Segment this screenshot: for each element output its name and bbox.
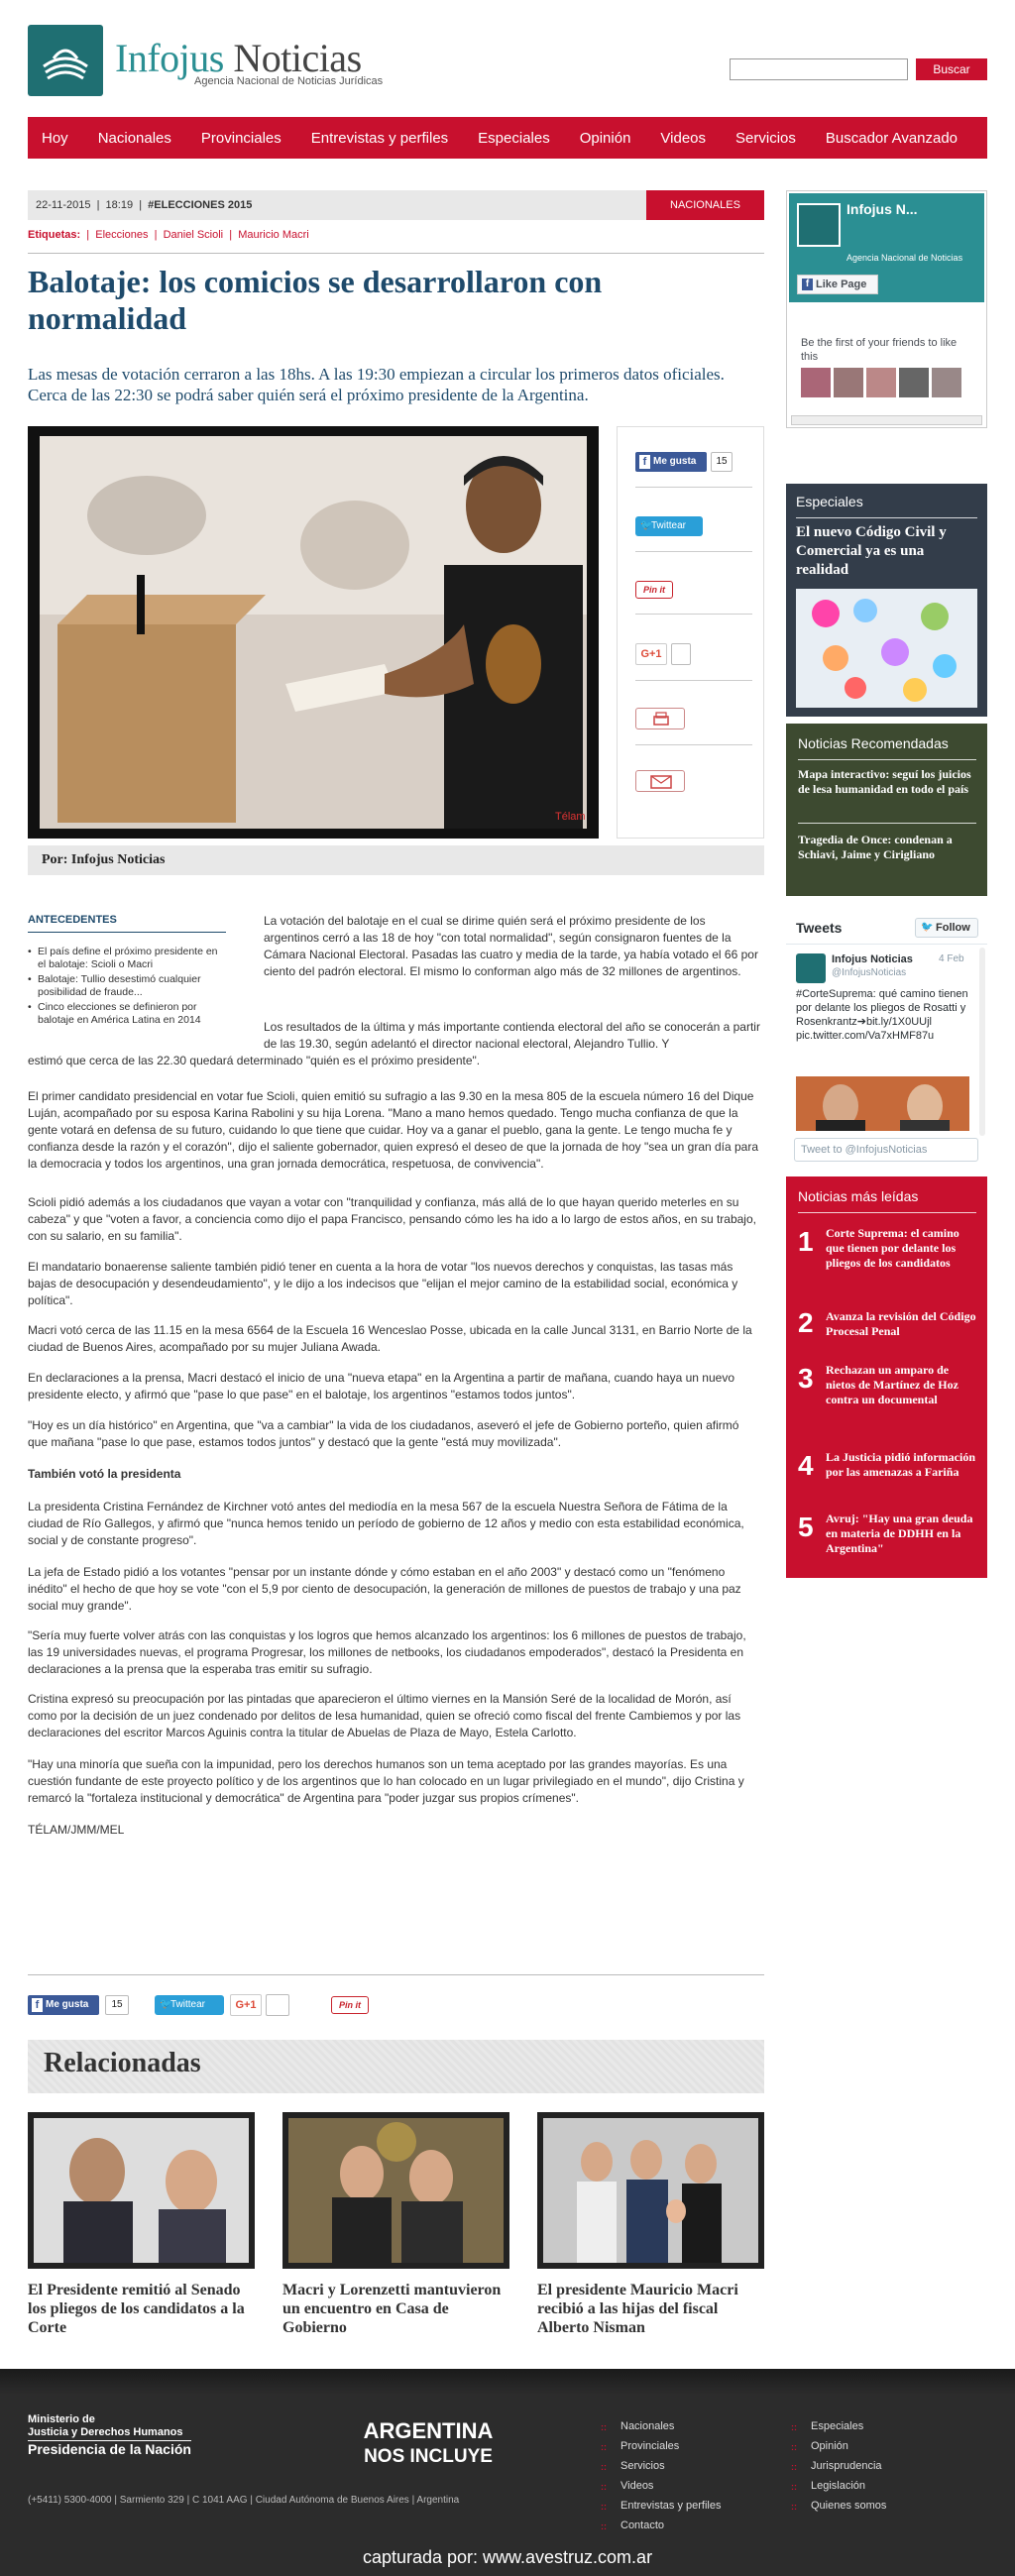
recomendadas-heading: Noticias Recomendadas xyxy=(798,735,949,751)
footer-link[interactable]: Nacionales xyxy=(620,2420,675,2432)
footer-link[interactable]: Servicios xyxy=(620,2460,665,2472)
rank-number: 1 xyxy=(798,1226,814,1257)
google-plus-count xyxy=(266,1994,289,2016)
mas-leidas-heading: Noticias más leídas xyxy=(798,1188,919,1204)
tags-row: Etiquetas: | Elecciones | Daniel Scioli | Mauricio Macri xyxy=(28,229,309,241)
divider xyxy=(28,253,764,254)
footer-link[interactable]: Contacto xyxy=(620,2520,665,2531)
argentina-nos-incluye-logo xyxy=(361,2418,496,2470)
footer-link[interactable]: Quienes somos xyxy=(811,2500,887,2512)
related-thumb[interactable] xyxy=(537,2112,764,2269)
related-thumb[interactable] xyxy=(282,2112,509,2269)
facebook-like-count: 15 xyxy=(711,452,733,472)
facebook-icon: f xyxy=(802,279,813,290)
book-icon xyxy=(40,37,91,84)
bullet-icon: :: xyxy=(601,2422,607,2432)
logo-line: NOS INCLUYE xyxy=(364,2446,493,2467)
especiales-title[interactable]: El nuevo Código Civil y Comercial ya es una realidad xyxy=(796,524,947,578)
related-thumb[interactable] xyxy=(28,2112,255,2269)
search-input[interactable] xyxy=(730,58,908,80)
facebook-friends-text: Be the first of your friends to like this xyxy=(801,337,958,363)
list-item[interactable]: • Balotaje: Tullio desestimó cualquier posibilidad de fraude... xyxy=(28,973,226,999)
avatar xyxy=(932,368,961,397)
tweet-button[interactable] xyxy=(155,1995,224,2015)
google-plus-count xyxy=(671,643,691,665)
rank-number: 4 xyxy=(798,1450,814,1481)
bullet-icon: :: xyxy=(601,2442,607,2452)
nav-item-videos[interactable]: Videos xyxy=(660,129,707,147)
brand-name[interactable] xyxy=(115,35,362,81)
avatar xyxy=(899,368,929,397)
facebook-cover xyxy=(789,193,984,302)
body-subheading: También votó la presidenta xyxy=(28,1467,181,1481)
most-read-link[interactable]: Corte Suprema: el camino que tienen por delante los pliegos de los candidatos xyxy=(826,1226,959,1270)
facebook-friend-faces xyxy=(801,368,961,397)
body-paragraph: "Hoy es un día histórico" en Argentina, que "va a cambiar" la vida de los ciudadanos, aseveró el jefe de Gobierno porteño, quien afirmó que mañana "pase lo que pase, estamos todos juntos" y destacó que la gente "está muy movilizada". xyxy=(28,1418,739,1449)
tweet-label: Twittear xyxy=(651,520,687,531)
footer-shadow xyxy=(0,2369,1015,2395)
body-paragraph: La jefa de Estado pidió a los votantes "pensar por un instante dónde y cómo estaban en el año 2003" y destacó como un "fenómeno inédito" el hecho de que hoy se vote "con el 5,9 por ciento de desocupación, la generación de millones de puestos de trabajo y una paz social muy grande". xyxy=(28,1565,741,1613)
nav-item-nacionales[interactable]: Nacionales xyxy=(97,129,171,147)
divider xyxy=(635,487,752,488)
footer-link[interactable]: Especiales xyxy=(811,2420,864,2432)
recommended-link[interactable]: Tragedia de Once: condenan a Schiavi, Jaime y Cirigliano xyxy=(798,833,953,861)
facebook-page-widget xyxy=(786,190,987,428)
bullet-icon: :: xyxy=(791,2442,797,2452)
facebook-like-label: Me gusta xyxy=(46,1999,89,2010)
body-paragraph: "Hay una minoría que sueña con la impunidad, pero los derechos humanos son un tema aceptado por las grandes mayorías. Es una cuestión fundante de este proyecto político y de los argentinos que lo han colocado en un lugar privilegiado en el mundo", dijo Cristina y remarcó la "fortaleza institucional y democrática" de Argentina para "poder juzgar sus propios crímenes". xyxy=(28,1757,744,1805)
ministry-logo[interactable] xyxy=(28,2413,191,2456)
divider xyxy=(635,744,752,745)
especiales-image[interactable] xyxy=(796,589,977,708)
avatar xyxy=(834,368,863,397)
pinterest-button[interactable]: Pin it xyxy=(331,1996,369,2014)
ministry-line: Justicia y Derechos Humanos xyxy=(28,2426,183,2438)
body-paragraph: Macri votó cerca de las 11.15 en la mesa 6564 de la Escuela 16 Wenceslao Posse, ubicada en la calle Juncal 3131, en Barrio Norte de la ciudad de Buenos Aires, acompañado por su mujer Juliana Awada. xyxy=(28,1323,752,1354)
bullet-icon: :: xyxy=(791,2422,797,2432)
recomendadas-box xyxy=(786,724,987,896)
section-badge[interactable]: NACIONALES xyxy=(646,190,764,220)
divider xyxy=(635,614,752,615)
brand-noticias: Noticias xyxy=(233,36,362,80)
envelope-icon xyxy=(636,771,686,793)
tweets-heading: Tweets xyxy=(796,920,843,936)
facebook-like-count: 15 xyxy=(105,1995,129,2015)
pinterest-button[interactable]: Pin it xyxy=(635,581,673,599)
follow-label: Follow xyxy=(936,922,970,934)
divider xyxy=(28,932,226,933)
main-nav xyxy=(28,117,987,159)
tag-link[interactable]: Mauricio Macri xyxy=(238,229,309,241)
twitter-icon: 🐦 xyxy=(640,520,653,531)
nav-item-hoy[interactable]: Hoy xyxy=(42,129,68,147)
follow-button[interactable] xyxy=(915,918,978,938)
search-button[interactable]: Buscar xyxy=(916,58,987,80)
like-page-label: Like Page xyxy=(816,279,867,290)
body-paragraph: La presidenta Cristina Fernández de Kirchner votó antes del mediodía en la mesa 567 de la escuela Nuestra Señora de Fátima de la ciudad de Río Gallegos, y afirmó que "nunca hemos tenido un período de gobierno de 12 años y medio con esta estabilidad económica, social y de constante progreso". xyxy=(28,1500,744,1547)
ministry-line: Presidencia de la Nación xyxy=(28,2441,191,2457)
email-button[interactable] xyxy=(635,770,685,792)
ministry-line: Ministerio de xyxy=(28,2413,95,2425)
body-paragraph: Scioli pidió además a los ciudadanos que vayan a votar con "tranquilidad y confianza, más allá de lo que hayan querido meterles en su cabeza" y que "voten a favor, a conciencia como dijo el papa Francisco, pensando cómo les ha ido a lo largo de estos años, en su trabajo, con su salario, en su familia". xyxy=(28,1195,756,1243)
body-paragraph: Los resultados de la última y más importante contienda electoral del año se conocerán a partir de las 19.30, según adelantó el director nacional electoral, Alejandro Tullio. Y xyxy=(264,1020,760,1051)
facebook-page-name[interactable]: Infojus N... xyxy=(846,201,918,217)
related-title: Relacionadas xyxy=(44,2048,201,2078)
tweet-author-name[interactable]: Infojus Noticias xyxy=(832,953,913,965)
article-hashtag[interactable]: #ELECCIONES 2015 xyxy=(148,199,253,211)
bullet-icon: :: xyxy=(601,2462,607,2472)
facebook-like-button[interactable] xyxy=(28,1995,99,2015)
most-read-link[interactable]: La Justicia pidió información por las amenazas a Fariña xyxy=(826,1450,976,1479)
facebook-icon: f xyxy=(32,1998,43,2012)
body-paragraph: La votación del balotaje en el cual se dirime quién será el próximo presidente de los argentinos cerró a las 18 de hoy "con total normalidad", según consignaron fuentes de la Cámara Nacional Electoral. Pasadas las cuatro y media de la tarde, ya había votado el 66 por ciento del padrón electoral. El mismo lo conforman algo más de 32 millones de argentinos. xyxy=(264,914,758,978)
list-item[interactable]: • El país define el próximo presidente en el balotaje: Scioli o Macri xyxy=(28,946,226,971)
capture-watermark: capturada por: www.avestruz.com.ar xyxy=(362,2547,653,2567)
article-photo xyxy=(28,426,599,839)
bullet-icon: :: xyxy=(601,2502,607,2512)
article-meta: 22-11-2015 | 18:19 | #ELECCIONES 2015 xyxy=(28,190,764,220)
body-paragraph: estimó que cerca de las 22.30 quedará determinado "quién es el próximo presidente". xyxy=(28,1054,481,1067)
rank-number: 5 xyxy=(798,1512,814,1542)
byline: Por: Infojus Noticias xyxy=(28,845,764,875)
most-read-link[interactable]: Avruj: "Hay una gran deuda en materia de DDHH en la Argentina" xyxy=(826,1512,973,1555)
signoff: TÉLAM/JMM/MEL xyxy=(28,1823,125,1837)
tweet-compose-input[interactable]: Tweet to @InfojusNoticias xyxy=(794,1138,978,1162)
facebook-cover-sub: Agencia Nacional de Noticias xyxy=(846,253,963,263)
most-read-link[interactable]: Rechazan un amparo de nietos de Martínez de Hoz contra un documental xyxy=(826,1363,959,1406)
tweet-label: Twittear xyxy=(170,1999,206,2010)
vertical-scrollbar[interactable] xyxy=(979,948,985,1136)
body-paragraph: El primer candidato presidencial en votar fue Scioli, quien emitió su sufragio a las 9.30 en la mesa 805 de la escuela número 16 del Dique Luján, acompañado por su esposa Karina Rabolini y su hija Lorena. "Mano a mano hemos quedado. Tengo mucha confianza de que la gente votará en defensa de su futuro, cuidando lo que tiene que cuidar. Hoy va a ganar el pueblo, gana la gente. Le tengo mucha fe y confianza desde la razón y el corazón", dijo el saliente gobernador, quien expresó el deseo de que la jornada de hoy "sea un gran día para la democracia y todos los argentinos, una gran jornada democrática, respetuosa, de convivencia". xyxy=(28,1089,759,1171)
footer-link[interactable]: Legislación xyxy=(811,2480,866,2492)
list-item[interactable]: • Cinco elecciones se definieron por balotaje en América Latina en 2014 xyxy=(28,1001,226,1027)
article-date: 22-11-2015 xyxy=(36,199,91,211)
body-paragraph: "Sería muy fuerte volver atrás con las conquistas y los logros que hemos alcanzado los argentinos: los 6 millones de puestos de trabajo, las 19 universidades nuevas, el programa Progresar, los millones de netbooks, los ciudadanos empoderados", destacó la Presidenta en declaraciones a la prensa que la esperaba tras emitir su sufragio. xyxy=(28,1628,746,1676)
tweet-button[interactable] xyxy=(635,516,703,536)
divider xyxy=(28,1974,764,1975)
tag-link[interactable]: Elecciones xyxy=(95,229,149,241)
recommended-link[interactable]: Mapa interactivo: seguí los juicios de lesa humanidad en todo el país xyxy=(798,767,971,796)
tweet-image[interactable] xyxy=(796,1076,969,1131)
divider xyxy=(798,759,976,760)
footer xyxy=(0,2369,1015,2576)
twitter-icon: 🐦 xyxy=(160,1999,172,2010)
divider xyxy=(786,944,987,945)
printer-icon xyxy=(636,709,686,730)
footer-address: (+5411) 5300-4000 | Sarmiento 329 | C 1041 AAG | Ciudad Autónoma de Buenos Aires | Argentina xyxy=(28,2495,460,2506)
share-column xyxy=(617,426,764,839)
antecedentes-title: ANTECEDENTES xyxy=(28,914,117,926)
facebook-like-button[interactable] xyxy=(635,452,707,472)
facebook-like-label: Me gusta xyxy=(653,456,697,467)
especiales-heading: Especiales xyxy=(796,494,863,509)
bullet-icon: :: xyxy=(791,2482,797,2492)
bullet-icon: :: xyxy=(601,2521,607,2531)
body-paragraph: En declaraciones a la prensa, Macri destacó el inicio de una "nueva etapa" en la Argentina a partir de mañana, cuando haya un nuevo presidente electo, y afirmó que "pase lo que pase" en el balotaje, los argentinos "estamos todos juntos". xyxy=(28,1371,734,1401)
divider xyxy=(635,551,752,552)
nav-item-opinion[interactable]: Opinión xyxy=(579,129,631,147)
nav-item-servicios[interactable]: Servicios xyxy=(735,129,796,147)
twitter-icon: 🐦 xyxy=(921,922,934,933)
brand-subtitle: Agencia Nacional de Noticias Jurídicas xyxy=(194,75,384,87)
especiales-box xyxy=(786,484,987,717)
like-page-button[interactable] xyxy=(797,275,878,294)
avatar[interactable] xyxy=(796,953,826,983)
tweet-date[interactable]: 4 Feb xyxy=(939,953,964,964)
article-lead: Las mesas de votación cerraron a las 18hs. A las 19:30 empiezan a circular los primeros datos oficiales. Cerca de las 22:30 se podrá saber quién será el próximo presidente de la Argentina. xyxy=(28,365,725,404)
body-paragraph: El mandatario bonaerense saliente también pidió tener en cuenta a la hora de votar "los nuevos derechos y conquistas, las tasas más bajas de desocupación y desendeudamiento", y le dijo a los indecisos que "elijan el mejor camino de la estabilidad social, económica y política". xyxy=(28,1260,738,1307)
rank-number: 2 xyxy=(798,1307,814,1338)
footer-link[interactable]: Jurisprudencia xyxy=(811,2460,882,2472)
google-plus-button[interactable]: G+1 xyxy=(635,643,667,665)
nav-item-provinciales[interactable]: Provinciales xyxy=(200,129,282,147)
tag-link[interactable]: Daniel Scioli xyxy=(163,229,224,241)
twitter-widget xyxy=(786,912,987,1165)
mas-leidas-box xyxy=(786,1176,987,1578)
brand-infojus: Infojus xyxy=(115,36,224,80)
nav-item-entrevistas[interactable]: Entrevistas y perfiles xyxy=(310,129,449,147)
page-avatar xyxy=(797,203,841,247)
print-button[interactable] xyxy=(635,708,685,729)
related-caption[interactable]: El presidente Mauricio Macri recibió a las hijas del fiscal Alberto Nisman xyxy=(537,2282,738,2336)
footer-link[interactable]: Videos xyxy=(620,2480,654,2492)
divider xyxy=(798,823,976,824)
bullet-icon: :: xyxy=(791,2502,797,2512)
divider xyxy=(798,1212,976,1213)
footer-link[interactable]: Provinciales xyxy=(620,2440,680,2452)
google-plus-button[interactable]: G+1 xyxy=(230,1994,262,2016)
footer-link[interactable]: Opinión xyxy=(811,2440,848,2452)
body-paragraph: Cristina expresó su preocupación por las pintadas que aparecieron el último viernes en la Mansión Seré de la localidad de Morón, así como por la decisión de un juez condenado por delitos de lesa humanidad, quien se ofreció como fiscal del frente Cambiemos y por las declaraciones del escritor Marcos Aguinis contra la titular de Abuelas de Plaza de Mayo, Estela Carlotto. xyxy=(28,1692,741,1739)
nav-item-buscador[interactable]: Buscador Avanzado xyxy=(825,129,959,147)
tags-label: Etiquetas: xyxy=(28,229,81,241)
divider xyxy=(635,680,752,681)
photo-credit: Télam xyxy=(555,811,586,823)
divider xyxy=(796,517,977,518)
site-logo[interactable] xyxy=(28,25,103,96)
most-read-link[interactable]: Avanza la revisión del Código Procesal Penal xyxy=(826,1309,976,1338)
related-caption[interactable]: El Presidente remitió al Senado los pliegos de los candidatos a la Corte xyxy=(28,2282,245,2336)
bullet-icon: :: xyxy=(601,2482,607,2492)
rank-number: 3 xyxy=(798,1363,814,1394)
avatar xyxy=(801,368,831,397)
facebook-icon: f xyxy=(639,455,650,469)
bullet-icon: :: xyxy=(791,2462,797,2472)
horizontal-scrollbar[interactable] xyxy=(791,415,982,425)
footer-link[interactable]: Entrevistas y perfiles xyxy=(620,2500,722,2512)
avatar xyxy=(866,368,896,397)
related-caption[interactable]: Macri y Lorenzetti mantuvieron un encuentro en Casa de Gobierno xyxy=(282,2282,502,2336)
logo-line: ARGENTINA xyxy=(363,2418,494,2443)
antecedentes-list xyxy=(28,946,226,1029)
article-time: 18:19 xyxy=(105,199,134,211)
tweet-text: #CorteSuprema: qué camino tienen por delante los pliegos de Rosatti y Rosenkrantz➔bit.ly/1X0UUjl pic.twitter.com/Va7xHMF87u xyxy=(796,988,968,1042)
nav-item-especiales[interactable]: Especiales xyxy=(478,129,550,147)
article-title: Balotaje: los comicios se desarrollaron con normalidad xyxy=(28,264,603,336)
tweet-author-handle[interactable]: @InfojusNoticias xyxy=(832,967,907,978)
